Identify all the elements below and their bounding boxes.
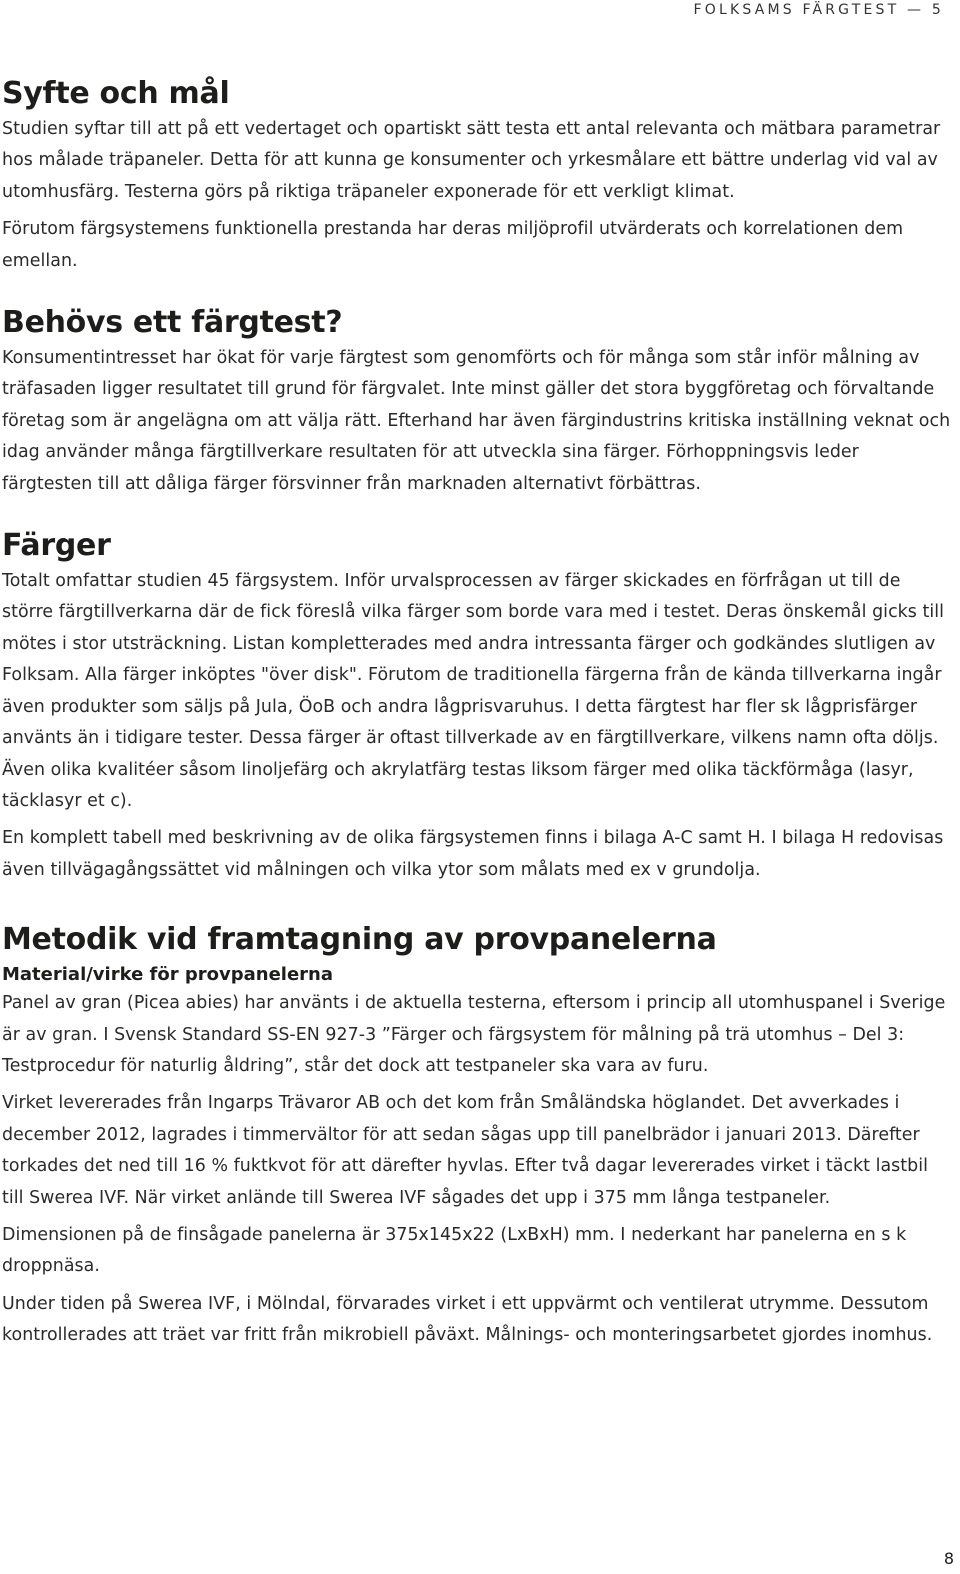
paragraph: Konsumentintresset har ökat för varje färgtest som genomförts och för många som står inför målning av träfasaden ligger resultatet till grund för färgvalet. Inte minst gäller det stora byggföretag och förvaltande företag som är angelägna om att välja rätt. Efterhand har även färgindustrins kritiska inställning veknat och idag använder många färgtillverkare resultaten för att utveckla sina färger. Förhoppningsvis leder färgtesten till att dåliga färger försvinner från marknaden alternativt förbättras.	[2, 348, 951, 494]
heading-farger: Färger	[2, 528, 111, 564]
paragraph: Totalt omfattar studien 45 färgsystem. Inför urvalsprocessen av färger skickades en förfrågan ut till de större färgtillverkarna där de fick föreslå vilka färger som borde vara med i testet. Deras önskemål gicks till mötes i stor utsträckning. Listan kompletterades med andra intressanta färger och godkändes slutligen av Folksam. Alla färger inköptes "över disk". Förutom de traditionella färgerna från de kända tillverkarna ingår även produkter som säljs på Jula, ÖoB och andra lågprisvaruhus. I detta färgtest har fler sk lågprisfärger använts än i tidigare tester. Dessa färger är oftast tillverkade av en färgtillverkare, vilkens namn ofta döljs. Även olika kvalitéer såsom linoljefärg och akrylatfärg testas liksom färger med olika täckförmåga (lasyr, täcklasyr et c).	[2, 571, 945, 811]
heading-metodik: Metodik vid framtagning av provpanelerna	[2, 922, 717, 958]
section-metodik	[2, 920, 952, 1351]
paragraph: Panel av gran (Picea abies) har använts i de aktuella testerna, eftersom i princip all utomhuspanel i Sverige är av gran. I Svensk Standard SS-EN 927-3 ”Färger och färgsystem för målning på trä utomhus – Del 3: Testprocedur för naturlig åldring”, står det dock att testpaneler ska vara av furu.	[2, 993, 946, 1076]
page-number: 8	[943, 1549, 954, 1568]
paragraph: Dimensionen på de finsågade panelerna är 375x145x22 (LxBxH) mm. I nederkant har panelerna en s k droppnäsa.	[2, 1224, 907, 1277]
paragraph: Virket levererades från Ingarps Trävaror AB och det kom från Småländska höglandet. Det avverkades i december 2012, lagrades i timmervältor för att sedan sågas upp till panelbrädor i januari 2013. Därefter torkades det ned till 16 % fuktkvot för att därefter hyvlas. Efter två dagar levererades virket i täckt lastbil till Swerea IVF. När virket anlände till Swerea IVF sågades det upp i 375 mm långa testpaneler.	[2, 1093, 929, 1208]
document-body	[2, 74, 952, 1352]
header-separator: —	[907, 2, 925, 18]
subheading-material: Material/virke för provpanelerna	[2, 964, 334, 986]
paragraph: Förutom färgsystemens funktionella prestanda har deras miljöprofil utvärderats och korrelationen dem emellan.	[2, 219, 904, 271]
section-behovs	[2, 303, 952, 500]
paragraph: En komplett tabell med beskrivning av de olika färgsystemen finns i bilaga A-C samt H. I bilaga H redovisas även tillvägagångssättet vid målningen och vilka ytor som målats med ex v grundolja.	[2, 828, 944, 880]
paragraph: Under tiden på Swerea IVF, i Mölndal, förvarades virket i ett uppvärmt och ventilerat utrymme. Dessutom kontrollerades att träet var fritt från mikrobiell påväxt. Målnings- och monteringsarbetet gjordes inomhus.	[2, 1293, 933, 1346]
heading-syfte: Syfte och mål	[2, 76, 230, 111]
heading-behovs: Behövs ett färgtest?	[2, 305, 343, 341]
running-title: FOLKSAMS FÄRGTEST	[693, 2, 900, 18]
header-page-number: 5	[931, 2, 944, 18]
running-header	[694, 2, 944, 18]
section-syfte	[2, 74, 952, 277]
section-farger	[2, 526, 952, 886]
paragraph: Studien syftar till att på ett vedertaget och opartiskt sätt testa ett antal relevanta och mätbara parametrar hos målade träpaneler. Detta för att kunna ge konsumenter och yrkesmålare ett bättre underlag vid val av utomhusfärg. Testerna görs på riktiga träpaneler exponerade för ett verkligt klimat.	[2, 119, 941, 202]
